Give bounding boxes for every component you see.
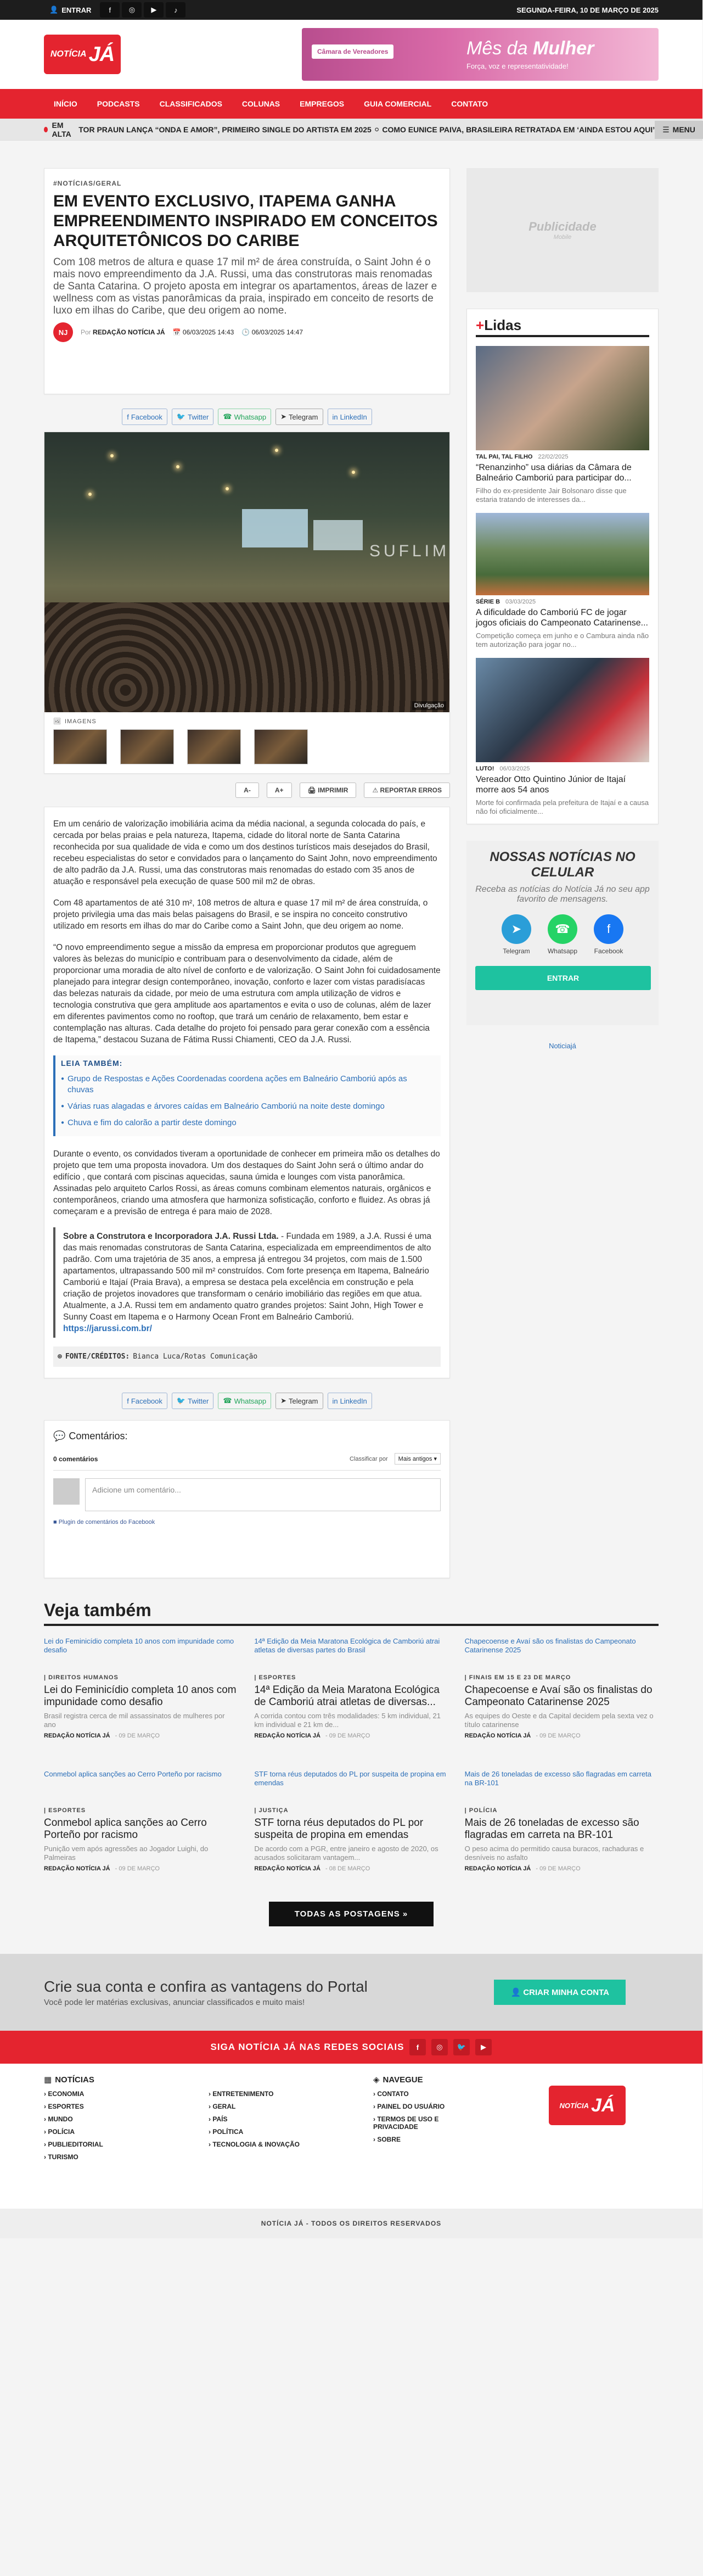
article-tools (44, 774, 450, 807)
nav-guia-comercial[interactable]: GUIA COMERCIAL (364, 99, 432, 108)
youtube-icon[interactable]: ▶ (475, 2039, 492, 2055)
news-icon: ▦ (44, 2075, 52, 2085)
share-linkedin[interactable]: in LinkedIn (328, 1393, 372, 1409)
clock-icon: 🕒 (241, 328, 250, 336)
photo-credit: Divulgação (412, 701, 446, 710)
related-item[interactable]: Conmebol aplica sanções ao Cerro Porteño por racismo | ESPORTES Conmebol aplica sanções ao Cerro Porteño por racismo Punição vem após agressões ao Jogador Luighi, do Palmeiras REDAÇÃO NOTÍCIA JÁ - 09 DE MARÇO (44, 1770, 222, 1872)
share-twitter[interactable]: 🐦 Twitter (172, 409, 213, 425)
comment-count: 0 comentários (53, 1455, 98, 1463)
gallery-thumb[interactable] (187, 729, 241, 764)
whatsapp-app[interactable]: ☎ Whatsapp (548, 914, 577, 955)
author-avatar: NJ (53, 322, 73, 342)
font-decrease-button[interactable]: A- (235, 783, 259, 798)
related-item[interactable]: Lei do Feminicídio completa 10 anos com impunidade como desafio | DIREITOS HUMANOS Lei do Feminicídio completa 10 anos com impunidade como desafio Brasil registra cerca de mil assassinatos de mulheres por ano REDAÇÃO NOTÍCIA JÁ - 09 DE MARÇO (44, 1637, 237, 1739)
menu-button[interactable]: ☰ MENU (655, 121, 703, 139)
footer-link[interactable]: › GERAL (209, 2103, 351, 2110)
enter-button[interactable]: ENTRAR (475, 966, 651, 990)
footer-link[interactable]: › ENTRETENIMENTO (209, 2090, 351, 2098)
photo-screen (313, 520, 363, 550)
hamburger-icon: ☰ (662, 125, 670, 134)
telegram-app[interactable]: ➤ Telegram (502, 914, 531, 955)
nav-podcasts[interactable]: PODCASTS (97, 99, 140, 108)
related-item[interactable]: Mais de 26 toneladas de excesso são flagradas em carreta na BR-101 | POLÍCIA Mais de 26 toneladas de excesso são flagradas em carreta na BR-101 O peso acima do permitido causa buracos, rachaduras e desníveis no asfalto REDAÇÃO NOTÍCIA JÁ - 09 DE MARÇO (464, 1770, 652, 1872)
header-banner[interactable]: Câmara de Vereadores Mês da Mulher Força, voz e representatividade! (302, 28, 659, 81)
article-meta: NJ Por REDAÇÃO NOTÍCIA JÁ 📅 06/03/2025 14:43 🕒 06/03/2025 14:47 (53, 322, 441, 342)
news-ticker (0, 119, 702, 141)
most-read-item[interactable]: SÉRIE B 03/03/2025 A dificuldade do Camboriú FC de jogar jogos oficiais do Campeonato Catarinense... Competição começa em junho e o Cambura ainda não tem autorização para jogar no... (476, 513, 649, 649)
news-thumb (476, 346, 649, 450)
footer-link[interactable]: › SOBRE (373, 2136, 455, 2143)
trending-label: EM ALTA (44, 121, 78, 138)
company-link[interactable]: https://jarussi.com.br/ (63, 1324, 152, 1333)
read-also: LEIA TAMBÉM: ● Grupo de Respostas e Ações Coordenadas coordena ações em Balneário Camboriú após as chuvas ● Várias ruas alagadas e árvores caídas em Balneário Camboriú na noite deste domingo ● Chuva e fim do calorão a partir deste domingo (53, 1055, 441, 1136)
promo-image[interactable]: Noticiajá (549, 1042, 576, 1050)
updated-date: 🕒 06/03/2025 14:47 (241, 328, 303, 336)
published-date: 📅 06/03/2025 14:43 (172, 328, 234, 336)
live-dot-icon (44, 127, 48, 132)
share-twitter[interactable]: 🐦 Twitter (172, 1393, 213, 1409)
compass-icon: ◈ (373, 2075, 380, 2085)
related-item[interactable]: 14ª Edição da Meia Maratona Ecológica de Camboriú atrai atletas de diversas partes do Brasil | ESPORTES 14ª Edição da Meia Maratona Ecológica de Camboriú atrai atletas de diversas... A corrida contou com três modalidades: 5 km individual, 21 km individual e 21 km de... REDAÇÃO NOTÍCIA JÁ - 09 DE MARÇO (254, 1637, 441, 1739)
footer-link[interactable]: › CONTATO (373, 2090, 455, 2098)
most-read: +Lidas TAL PAI, TAL FILHO 22/02/2025 “Renanzinho” usa diárias da Câmara de Balneário Camboriú para participar do... Filho do ex-presidente Jair Bolsonaro disse que estaria tratando de interesses da... SÉRIE B 03/03/2025 A dificuldade do Camboriú FC de jogar jogos oficiais do Campeonato Catarinense... Competição começa em junho e o Cambura ainda não tem autorização para jogar no... LUTO! 06/03/2025 Vereador Otto Quintino Júnior de Itajaí morre aos 54 anos Morte foi confirmada pela prefeitura de Itajaí e a causa não foi oficialmente... (466, 309, 659, 824)
photo-screen (242, 509, 308, 547)
user-plus-icon: 👤 (510, 1988, 521, 1997)
image-gallery: 🖼 IMAGENS (44, 712, 449, 773)
header (0, 20, 702, 89)
facebook-icon: ■ (53, 1519, 57, 1526)
comments-section: 💬 Comentários: 0 comentários Classificar por Mais antigos ▾ Adicione um comentário... ■ Plugin de comentários do Facebook (44, 1420, 450, 1578)
info-icon: ⊕ (58, 1353, 62, 1361)
read-also-link[interactable]: ● Várias ruas alagadas e árvores caídas em Balneário Camboriú na noite deste domingo (61, 1101, 435, 1112)
instagram-icon[interactable]: ◎ (122, 2, 142, 18)
share-facebook[interactable]: f Facebook (122, 409, 167, 425)
footer-link[interactable]: › POLÍTICA (209, 2128, 351, 2136)
gallery-thumb[interactable] (254, 729, 308, 764)
main-nav (0, 89, 702, 119)
paragraph: “O novo empreendimento segue a missão da empresa em proporcionar produtos que agreguem valores às belezas do município e contribuam para o desenvolvimento da cidade, além de proporcionar uma moradia de alto nível de conforto e de valorização. O Saint John foi cuidadosamente planejado para integrar design contemporâneo, inovação, conforto e lazer com vistas paradisíacas das belezas naturais da cidade, por meio de uma estrutura com ampla utilização de vidros e tecnologia construtiva que gera amplitude aos apartamentos e evita o uso de colunas, além de lazer em diferentes pavimentos como no rooftop, que trará um cenário de relaxamento, bem estar e contemplação nas alturas. Cada detalhe do projeto foi pensado para gerar conexão com a essência de Itapema,” destacou Suzana de Fátima Russi Chiamenti, CEO da J.A. Russi. (53, 943, 441, 1044)
twitter-icon[interactable]: 🐦 (453, 2039, 470, 2055)
article-photo[interactable] (44, 432, 449, 712)
comment-input[interactable]: Adicione um comentário... (85, 1478, 441, 1511)
calendar-icon: 📅 (172, 328, 181, 336)
facebook-plugin-link[interactable]: ■ Plugin de comentários do Facebook (53, 1519, 155, 1526)
facebook-app[interactable]: f Facebook (594, 914, 623, 955)
whatsapp-icon: ☎ (548, 914, 577, 944)
footer-link[interactable]: › PAÍS (209, 2115, 351, 2123)
report-error-button[interactable]: ⚠ REPORTAR ERROS (364, 783, 450, 798)
footer-link[interactable]: › PAINEL DO USUÁRIO (373, 2103, 455, 2110)
print-button[interactable]: 🖨 IMPRIMIR (300, 783, 357, 798)
media-card (44, 432, 450, 774)
source-credits: ⊕ FONTE/CRÉDITOS: Bianca Luca/Rotas Comunicação (53, 1346, 441, 1367)
image-icon: 🖼 (53, 718, 61, 725)
social-bar: SIGA NOTÍCIA JÁ NAS REDES SOCIAIS f ◎ 🐦 ▶ (0, 2031, 702, 2064)
read-also-link[interactable]: ● Grupo de Respostas e Ações Coordenadas coordena ações em Balneário Camboriú após as chuvas (61, 1074, 435, 1096)
ad-slot[interactable]: Publicidade Mobile (466, 168, 659, 292)
gallery-thumb[interactable] (53, 729, 107, 764)
gallery-thumb[interactable] (120, 729, 174, 764)
footer-link[interactable]: › PUBLIEDITORIAL (44, 2141, 187, 2148)
all-posts-button[interactable]: TODAS AS POSTAGENS » (269, 1902, 434, 1926)
photo-crowd (44, 602, 449, 712)
avatar (53, 1478, 80, 1505)
share-whatsapp[interactable]: ☎ Whatsapp (218, 1393, 271, 1409)
news-thumb (476, 658, 649, 762)
create-account-button[interactable]: 👤 CRIAR MINHA CONTA (494, 1980, 626, 2005)
most-read-item[interactable]: LUTO! 06/03/2025 Vereador Otto Quintino Júnior de Itajaí morre aos 54 anos Morte foi confirmada pela prefeitura de Itajaí e a causa não foi oficialmente... (476, 658, 649, 816)
read-also-link[interactable]: ● Chuva e fim do calorão a partir deste domingo (61, 1117, 435, 1128)
instagram-icon[interactable]: ◎ (431, 2039, 448, 2055)
share-bar-bottom (44, 1393, 450, 1409)
author-name: REDAÇÃO NOTÍCIA JÁ (93, 328, 165, 336)
copyright: NOTÍCIA JÁ - TODOS OS DIREITOS RESERVADOS (0, 2209, 702, 2238)
footer-link[interactable]: › TERMOS DE USO E PRIVACIDADE (373, 2115, 455, 2131)
most-read-item[interactable]: TAL PAI, TAL FILHO 22/02/2025 “Renanzinho” usa diárias da Câmara de Balneário Camboriú para participar do... Filho do ex-presidente Jair Bolsonaro disse que estaria tratando de interesses da... (476, 346, 649, 504)
share-facebook[interactable]: f Facebook (122, 1393, 167, 1409)
sort-select[interactable]: Mais antigos ▾ (395, 1453, 441, 1465)
about-company: Sobre a Construtora e Incorporadora J.A. Russi Ltda. - Fundada em 1989, a J.A. Russi é uma das mais renomadas construtoras de Santa Catarina, especializada em empreendimentos de alto padrão. Com uma trajetória de 35 anos, a empresa já entregou 34 projetos, com mais de 1.500 apartamentos, ultrapassando 500 mil m² construídos. Com forte presença em Itapema, Balneário Camboriú e Itajaí (Praia Brava), a empresa se destaca pela excelência em construção e pela criação de projetos inovadores que transformam o cenário imobiliário das regiões em que atua. Atualmente, a J.A. Russi tem em andamento quatro grandes projetos: Saint John, High Tower e Sunny Coast em Itapema e o Harmony Ocean Front em Balneário Camboriú. https://jarussi.com.br/ (53, 1227, 441, 1338)
article-card (44, 168, 450, 394)
photo-logo: SUFLIM (369, 542, 449, 560)
article-lead: Com 108 metros de altura e quase 17 mil m² de área construída, o Saint John é o mais novo empreendimento da J.A. Russi, uma das construtoras mais renomadas de Santa Catarina. O projeto aposta em integrar os apartamentos, áreas de lazer e wellness com as vistas panorâmicas da praia, inspirado em conceito de resorts de luxo em ilhas do Caribe, que deu origem ao nome. (53, 256, 437, 316)
nav-classificados[interactable]: CLASSIFICADOS (159, 99, 222, 108)
footer: ▦ NOTÍCIAS › ECONOMIA › ESPORTES › MUNDO › POLÍCIA › PUBLIEDITORIAL › TURISMO › ENTRETENIMENTO › GERAL › PAÍS › POLÍTICA › TECNOLOGIA & INOVAÇÃO ◈ NAVEGUE › CONTATO › PAINEL DO USUÁRIO › TERMOS DE USO E PRIVACIDADE › SOBRE NOTÍCIA JÁ (0, 2064, 702, 2209)
comment-icon: 💬 (53, 1431, 66, 1441)
footer-link[interactable]: › ESPORTES (44, 2103, 187, 2110)
footer-link[interactable]: › POLÍCIA (44, 2128, 187, 2136)
nav-inicio[interactable]: INÍCIO (54, 99, 77, 108)
signup-cta: Crie sua conta e confira as vantagens do Portal Você pode ler matérias exclusivas, anunciar classificados e muito mais! 👤 CRIAR MINHA CONTA (0, 1954, 702, 2031)
share-telegram[interactable]: ➤ Telegram (275, 1393, 323, 1409)
font-increase-button[interactable]: A+ (267, 783, 292, 798)
youtube-icon[interactable]: ▶ (144, 2, 164, 18)
paragraph: Durante o evento, os convidados tiveram a oportunidade de conhecer em primeira mão os detalhes do projeto que tem uma proposta inovadora. Um dos destaques do Saint John será o último andar do edifício , que contará com piscinas aquecidas, sauna úmida e lounges com vista panorâmica. Assinadas pelo arquiteto Carlos Rossi, as áreas comuns combinam elementos naturais, orgânicos e contemporâneos, criando uma atmosfera que harmoniza sofisticação, conforto e fluidez. As obras já começaram e a previsão de entrega é para maio de 2028. (53, 1149, 440, 1216)
tiktok-icon[interactable]: ♪ (166, 2, 185, 18)
footer-link[interactable]: › TECNOLOGIA & INOVAÇÃO (209, 2141, 351, 2148)
nav-colunas[interactable]: COLUNAS (241, 99, 280, 108)
related-item[interactable]: STF torna réus deputados do PL por suspeita de propina em emendas | JUSTIÇA STF torna réus deputados do PL por suspeita de propina em emendas De acordo com a PGR, entre janeiro e agosto de 2020, os acusados solicitaram vantagem... REDAÇÃO NOTÍCIA JÁ - 08 DE MARÇO (254, 1770, 446, 1872)
share-whatsapp[interactable]: ☎ Whatsapp (218, 409, 271, 425)
ticker-text[interactable]: TOR PRAUN LANÇA “ONDA E AMOR”, PRIMEIRO SINGLE DO ARTISTA EM 2025 ⚪ COMO EUNICE PAIVA, BRASILEIRA RETRATADA EM ‘AINDA ESTOU AQUI’ (78, 125, 655, 134)
footer-link[interactable]: › ECONOMIA (44, 2090, 187, 2098)
site-logo[interactable]: NOTÍCIA JÁ (44, 35, 121, 74)
breadcrumb[interactable]: #NOTÍCIAS/GERAL (53, 180, 122, 187)
share-bar-top (44, 409, 450, 425)
facebook-icon[interactable]: f (409, 2039, 426, 2055)
paragraph: Em um cenário de valorização imobiliária acima da média nacional, a segunda colocada do país, e cercada por belas praias e pela natureza, Itapema, cidade do litoral norte de Santa Catarina reconhecida por sua qualidade de vida e como um dos destinos turísticos mais desejados do Brasil, recebeu especialistas do setor e convidados para o lançamento do Saint John, novo empreendimento de alto padrão da J.A. Russi, uma das construtoras mais renomadas do estado com 35 anos de atuação e responsável pela execução de quase 500 mil m2 de obras. (53, 819, 437, 886)
see-also: Veja também Lei do Feminicídio completa 10 anos com impunidade como desafio | DIREITOS HUMANOS Lei do Feminicídio completa 10 anos com impunidade como desafio Brasil registra cerca de mil assassinatos de mulheres por ano REDAÇÃO NOTÍCIA JÁ - 09 DE MARÇO 14ª Edição da Meia Maratona Ecológica de Camboriú atrai atletas de diversas partes do Brasil | ESPORTES 14ª Edição da Meia Maratona Ecológica de Camboriú atrai atletas de diversas... A corrida contou com três modalidades: 5 km individual, 21 km individual e 21 km de... REDAÇÃO NOTÍCIA JÁ - 09 DE MARÇO Chapecoense e Avaí são os finalistas do Campeonato Catarinense 2025 | FINAIS EM 15 E 23 DE MARÇO Chapecoense e Avaí são os finalistas do Campeonato Catarinense 2025 As equipes do Oeste e da Capital decidem pela sexta vez o título catarinense REDAÇÃO NOTÍCIA JÁ - 09 DE MARÇO Conmebol aplica sanções ao Cerro Porteño por racismo | ESPORTES Conmebol aplica sanções ao Cerro Porteño por racismo Punição vem após agressões ao Jogador Luighi, do Palmeiras REDAÇÃO NOTÍCIA JÁ - 09 DE MARÇO STF torna réus deputados do PL por suspeita de propina em emendas | JUSTIÇA STF torna réus deputados do PL por suspeita de propina em emendas De acordo com a PGR, entre janeiro e agosto de 2020, os acusados solicitaram vantagem... REDAÇÃO NOTÍCIA JÁ - 08 DE MARÇO Mais de 26 toneladas de excesso são flagradas em carreta na BR-101 | POLÍCIA Mais de 26 toneladas de excesso são flagradas em carreta na BR-101 O peso acima do permitido causa buracos, rachaduras e desníveis no asfalto REDAÇÃO NOTÍCIA JÁ - 09 DE MARÇO TODAS AS POSTAGENS » (44, 1600, 659, 1926)
article-title: EM EVENTO EXCLUSIVO, ITAPEMA GANHA EMPREENDIMENTO INSPIRADO EM CONCEITOS ARQUITETÔNICOS DO CARIBE (53, 192, 438, 250)
top-bar (0, 0, 702, 20)
nav-empregos[interactable]: EMPREGOS (300, 99, 345, 108)
news-thumb (476, 513, 649, 595)
share-linkedin[interactable]: in LinkedIn (328, 409, 372, 425)
user-icon: 👤 (49, 5, 59, 14)
footer-logo[interactable]: NOTÍCIA JÁ (549, 2086, 626, 2125)
telegram-icon: ➤ (502, 914, 531, 944)
current-date: SEGUNDA-FEIRA, 10 DE MARÇO DE 2025 (516, 5, 659, 14)
footer-link[interactable]: › TURISMO (44, 2153, 187, 2161)
nav-contato[interactable]: CONTATO (451, 99, 488, 108)
related-item[interactable]: Chapecoense e Avaí são os finalistas do Campeonato Catarinense 2025 | FINAIS EM 15 E 23 DE MARÇO Chapecoense e Avaí são os finalistas do Campeonato Catarinense 2025 As equipes do Oeste e da Capital decidem pela sexta vez o título catarinense REDAÇÃO NOTÍCIA JÁ - 09 DE MARÇO (464, 1637, 654, 1739)
top-social (100, 2, 185, 18)
login-link[interactable]: 👤 ENTRAR (49, 5, 92, 14)
facebook-icon[interactable]: f (100, 2, 120, 18)
messenger-icon: f (594, 914, 623, 944)
app-subscribe: NOSSAS NOTÍCIAS NO CELULAR Receba as notícias do Notícia Já no seu app favorito de mensagens. ➤ Telegram ☎ Whatsapp f Facebook ENTRAR (466, 841, 659, 1025)
article-body (44, 807, 450, 1378)
share-telegram[interactable]: ➤ Telegram (275, 409, 323, 425)
paragraph: Com 48 apartamentos de até 310 m², 108 metros de altura e quase 17 mil m² de área construída, o projeto privilegia uma das mais belas paisagens do Brasil, e se inspira no conceito construtivo utilizado em resorts em ilhas do mar do Caribe como a Saint John, que deu origem ao nome. (53, 898, 428, 931)
footer-link[interactable]: › MUNDO (44, 2115, 187, 2123)
